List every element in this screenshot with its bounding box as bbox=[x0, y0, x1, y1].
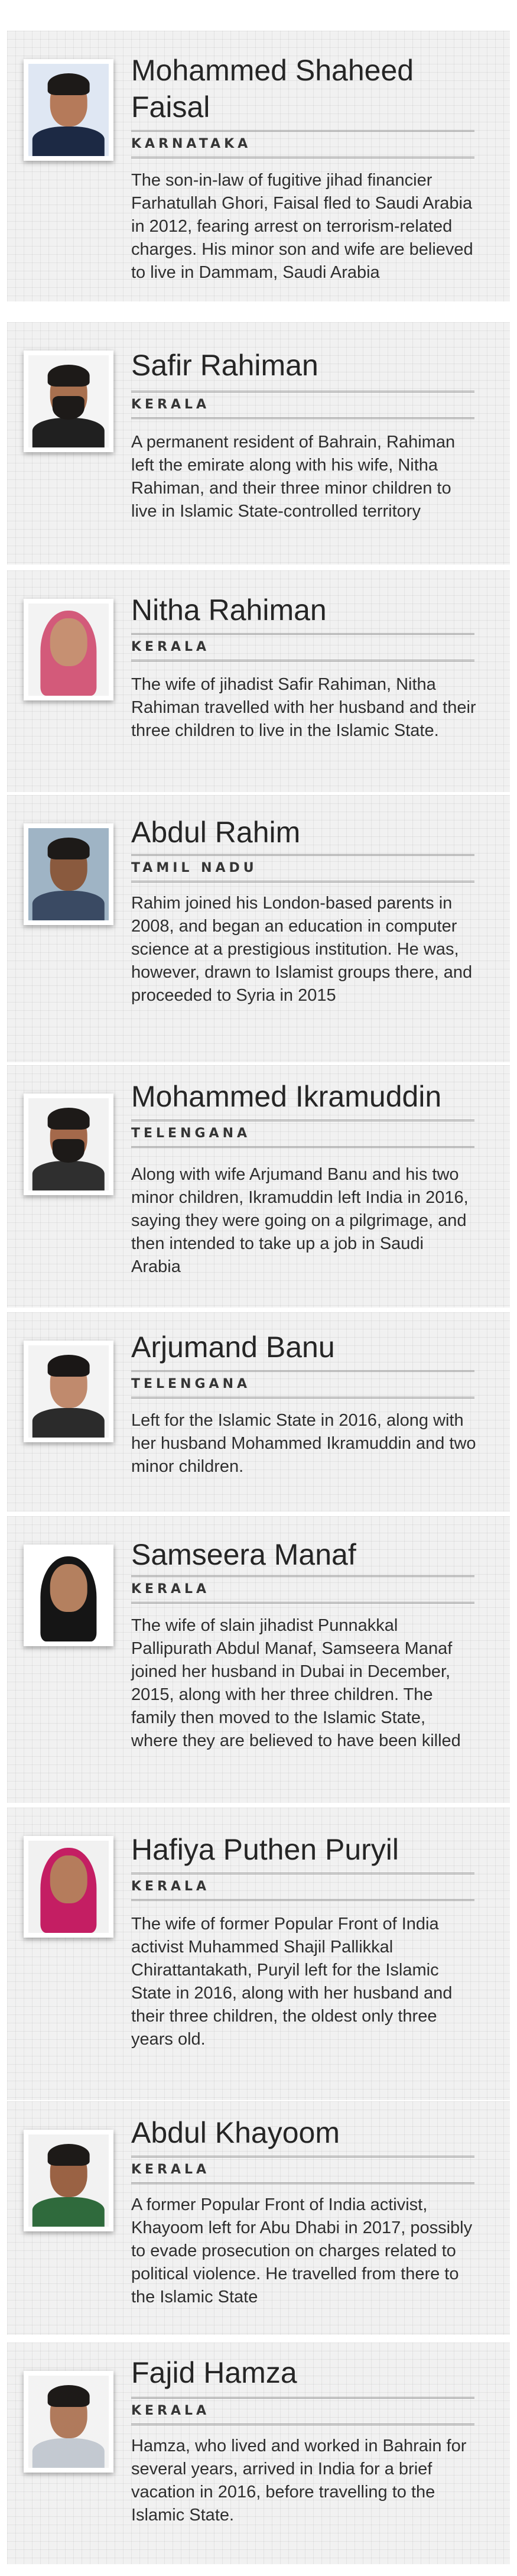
profile-name: Mohammed Shaheed Faisal bbox=[131, 54, 414, 124]
beard bbox=[53, 1139, 84, 1163]
profile-name: Safir Rahiman bbox=[131, 349, 318, 382]
profile-name: Samseera Manaf bbox=[131, 1538, 356, 1571]
profile-card bbox=[7, 795, 510, 1062]
profile-description: Hamza, who lived and worked in Bahrain for several years, arrived in India for a brief vacation in 2016, before travelling to the Islamic State. bbox=[131, 2437, 467, 2525]
shoulders bbox=[32, 418, 105, 447]
profile-description: Along with wife Arjumand Banu and his two minor children, Ikramuddin left India in 2016, saying they were going on a pilgrimage, and then intended to take up a job in Saudi Arabia bbox=[131, 1165, 469, 1276]
profile-card bbox=[7, 31, 510, 301]
hair bbox=[48, 73, 90, 95]
profile-card bbox=[7, 1516, 510, 1803]
profile-photo bbox=[24, 823, 113, 925]
profile-state: KARNATAKA bbox=[131, 130, 474, 158]
profile-state: KERALA bbox=[131, 391, 474, 419]
shoulders bbox=[32, 2438, 105, 2468]
profile-state: TELENGANA bbox=[131, 1120, 474, 1148]
profile-state: KERALA bbox=[131, 2397, 474, 2425]
profile-photo bbox=[24, 2371, 113, 2473]
profile-name: Arjumand Banu bbox=[131, 1331, 335, 1364]
profile-photo bbox=[24, 1341, 113, 1442]
profile-photo bbox=[24, 599, 113, 700]
profile-description: A permanent resident of Bahrain, Rahiman left the emirate along with his wife, Nitha Rahiman, and their three minor children to live in Islamic State-controlled territory bbox=[131, 433, 456, 521]
beard bbox=[53, 396, 84, 420]
hair bbox=[48, 838, 90, 859]
profile-card bbox=[7, 2101, 510, 2335]
profile-description: A former Popular Front of India activist, Khayoom left for Abu Dhabi in 2017, possibly to evade prosecution on charges related to political violence. He travelled from there to the Islamic State bbox=[131, 2195, 473, 2306]
profile-name: Abdul Rahim bbox=[131, 816, 301, 849]
profile-state: TELENGANA bbox=[131, 1370, 474, 1399]
profile-name: Mohammed Ikramuddin bbox=[131, 1080, 442, 1113]
hair bbox=[48, 1108, 90, 1130]
profile-state: KERALA bbox=[131, 1873, 474, 1901]
profile-description: Rahim joined his London-based parents in 2008, and began an education in computer science at a prestigious institution. He was, however, drawn to Islamist groups there, and proceeded to Syria in 2015 bbox=[131, 894, 473, 1005]
profile-photo bbox=[24, 351, 113, 452]
profile-description: The wife of former Popular Front of India activist Muhammed Shajil Pallikkal Chirattantakath, Puryil left for the Islamic State in 2016, along with her husband and their three children, the oldest only three years old. bbox=[131, 1915, 453, 2049]
profile-description: The wife of slain jihadist Punnakkal Pallipurath Abdul Manaf, Samseera Manaf joined her husband in Dubai in December, 2015, along with her three children. The family then moved to the Islamic State, where they are believed to have been killed bbox=[131, 1616, 461, 1750]
profile-card bbox=[7, 570, 510, 792]
profile-card bbox=[7, 2343, 510, 2564]
profile-name: Fajid Hamza bbox=[131, 2356, 297, 2389]
hair bbox=[48, 2385, 90, 2407]
profile-photo bbox=[24, 1094, 113, 1195]
hair bbox=[48, 1355, 90, 1377]
profile-card bbox=[7, 1065, 510, 1308]
hair bbox=[48, 2144, 90, 2166]
face bbox=[50, 1855, 87, 1903]
profile-name: Hafiya Puthen Puryil bbox=[131, 1833, 399, 1866]
shoulders bbox=[32, 126, 105, 156]
profile-photo bbox=[24, 1545, 113, 1646]
profile-card bbox=[7, 1312, 510, 1511]
profile-card bbox=[7, 1808, 510, 2100]
shoulders bbox=[32, 891, 105, 920]
profile-state: TAMIL NADU bbox=[131, 854, 474, 883]
profile-description: The son-in-law of fugitive jihad financier Farhatullah Ghori, Faisal fled to Saudi Arabia in 2012, fearing arrest on terrorism-related charges. His minor son and wife are believed to live in Dammam, Saudi Arabia bbox=[131, 171, 473, 282]
face bbox=[50, 1564, 87, 1612]
profile-state: KERALA bbox=[131, 1575, 474, 1604]
profile-card bbox=[7, 322, 510, 564]
profile-photo bbox=[24, 59, 113, 161]
profile-description: The wife of jihadist Safir Rahiman, Nitha Rahiman travelled with her husband and their three children to live in the Islamic State. bbox=[131, 675, 476, 740]
profile-state: KERALA bbox=[131, 2156, 474, 2184]
shoulders bbox=[32, 1161, 105, 1190]
hair bbox=[48, 365, 90, 387]
face bbox=[50, 618, 87, 666]
shoulders bbox=[32, 1408, 105, 1438]
profile-photo bbox=[24, 1836, 113, 1938]
profile-name: Abdul Khayoom bbox=[131, 2116, 340, 2149]
profile-state: KERALA bbox=[131, 633, 474, 661]
profile-name: Nitha Rahiman bbox=[131, 593, 327, 627]
profile-photo bbox=[24, 2130, 113, 2231]
profile-description: Left for the Islamic State in 2016, along with her husband Mohammed Ikramuddin and two minor children. bbox=[131, 1411, 476, 1476]
shoulders bbox=[32, 2197, 105, 2227]
